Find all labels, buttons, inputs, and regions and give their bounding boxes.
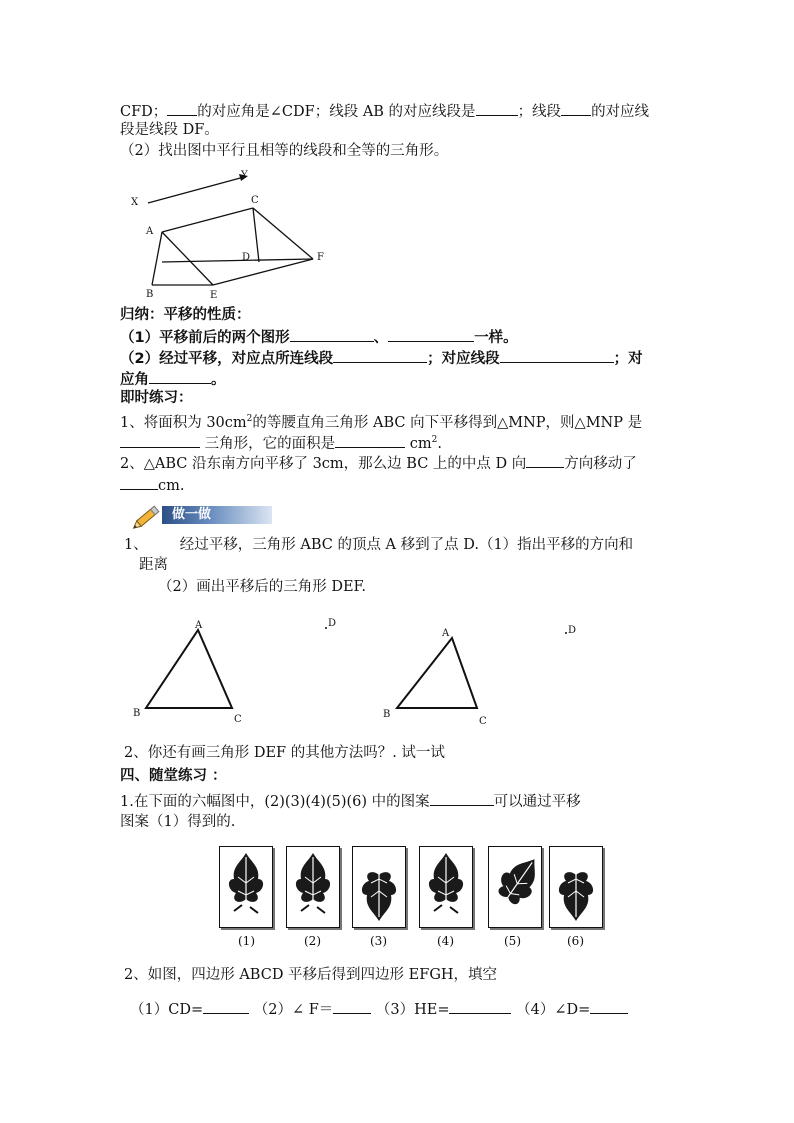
label-X: X bbox=[131, 197, 139, 208]
practice-q1-line1: 1、将面积为 $30cm^2$的等腰直角三角形 ABC 向下平移得到△MNP，则△MNP 是 bbox=[120, 414, 643, 431]
section4-q1-line1: 1.在下面的六幅图中，(2)(3)(4)(5)(6) 中的图案 可以通过平移 bbox=[120, 790, 581, 812]
caption-5: (5) bbox=[504, 934, 521, 948]
tri1-label-B: B bbox=[133, 708, 141, 719]
caption-2: (2) bbox=[304, 934, 321, 948]
label-E: E bbox=[210, 290, 218, 301]
label-D: D bbox=[242, 252, 251, 263]
practice-title: 即时练习： bbox=[120, 390, 193, 406]
label-F: F bbox=[317, 252, 324, 263]
section4-q1-line2: 图案（1）得到的. bbox=[120, 814, 236, 830]
doit-q1-line3: （2）画出平移后的三角形 DEF. bbox=[158, 579, 366, 595]
caption-1: (1) bbox=[238, 934, 255, 948]
doit-q1-line2: 距离 bbox=[139, 557, 168, 573]
question-2: （2）找出图中平行且相等的线段和全等的三角形。 bbox=[120, 143, 449, 159]
caption-6: (6) bbox=[567, 934, 584, 948]
practice-q1-line2: 三角形，它的面积是 $cm^2$. bbox=[120, 430, 442, 454]
tri2-label-B: B bbox=[383, 709, 391, 720]
label-C: C bbox=[251, 195, 259, 206]
blank bbox=[590, 998, 628, 1014]
caption-3: (3) bbox=[370, 934, 387, 948]
tri1-label-A: A bbox=[195, 620, 203, 631]
tri2-label-D: D bbox=[568, 625, 577, 636]
section4-q3: （1）CD= （2）∠ F＝ （3）HE= （4）∠D= bbox=[130, 998, 628, 1020]
tri1-label-C: C bbox=[234, 714, 242, 725]
label-B: B bbox=[146, 289, 154, 300]
caption-4: (4) bbox=[437, 934, 454, 948]
practice-q2-line2: cm. bbox=[120, 474, 184, 496]
banner-label: 做一做 bbox=[172, 507, 212, 522]
blank bbox=[449, 998, 511, 1014]
summary-point-2: （2）经过平移，对应点所连线段 ；对应线段 ；对 bbox=[120, 347, 643, 369]
section4-title: 四、随堂练习 ： bbox=[120, 768, 227, 784]
doit-q1-line1: 1、 经过平移，三角形 ABC 的顶点 A 移到了点 D.（1）指出平移的方向和 bbox=[124, 537, 634, 553]
summary-point-1: （1）平移前后的两个图形 、 一样。 bbox=[120, 326, 518, 348]
tri1-label-D: D bbox=[328, 618, 337, 629]
summary-point-3: 应角 。 bbox=[120, 368, 226, 390]
label-A: A bbox=[146, 226, 154, 237]
summary-title: 归纳：平移的性质： bbox=[120, 307, 251, 323]
label-Y: Y bbox=[241, 170, 248, 181]
blank bbox=[203, 998, 249, 1014]
tri2-label-C: C bbox=[479, 716, 487, 727]
blank bbox=[333, 998, 371, 1014]
tri2-label-A: A bbox=[442, 628, 450, 639]
practice-q2-line1: 2、△ABC 沿东南方向平移了 3cm，那么边 BC 上的中点 D 向 方向移动了 bbox=[120, 452, 637, 474]
line-correspondence-1: CFD； 的对应角是∠CDF；线段 AB 的对应线段是 ；线段 的对应线 bbox=[120, 100, 649, 122]
section4-q2: 2、如图，四边形 ABCD 平移后得到四边形 EFGH，填空 bbox=[124, 967, 498, 983]
doit-q2: 2、你还有画三角形 DEF 的其他方法吗？. 试一试 bbox=[124, 745, 445, 761]
line-correspondence-2: 段是线段 DF。 bbox=[120, 122, 219, 138]
